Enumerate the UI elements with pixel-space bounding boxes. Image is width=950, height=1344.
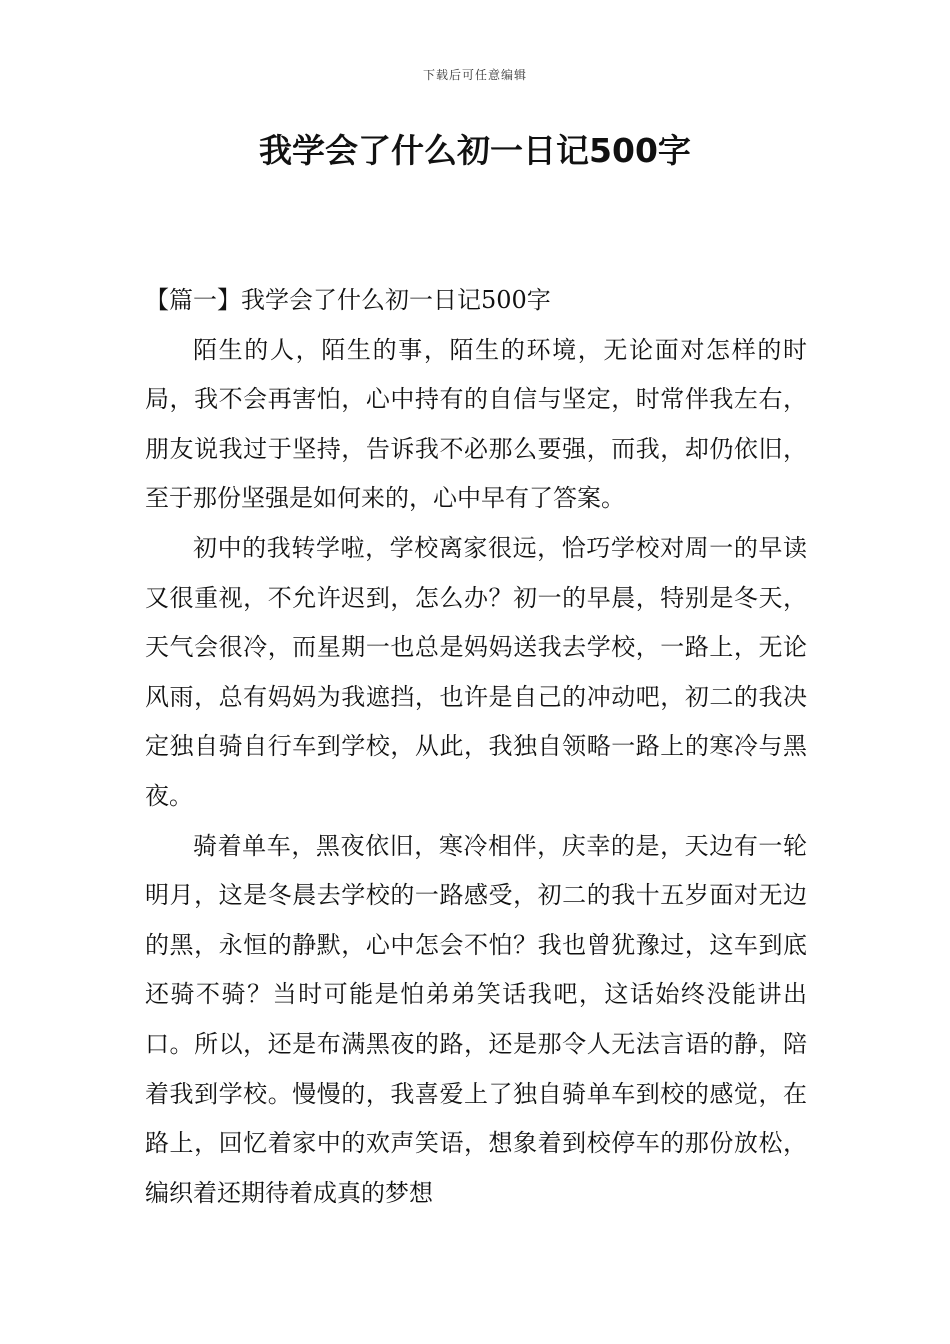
paragraph-2: 初中的我转学啦，学校离家很远，恰巧学校对周一的早读又很重视，不允许迟到，怎么办？初一的早晨，特别是冬天，天气会很冷，而星期一也总是妈妈送我去学校，一路上，无论风雨，总有妈妈为我遮挡，也许是自己的冲动吧，初二的我决定独自骑自行车到学校，从此，我独自领略一路上的寒冷与黑夜。	[145, 533, 807, 810]
paragraph-1: 陌生的人，陌生的事，陌生的环境，无论面对怎样的时局，我不会再害怕，心中持有的自信与坚定，时常伴我左右，朋友说我过于坚持，告诉我不必那么要强，而我，却仍依旧，至于那份坚强是如何来的，心中早有了答案。	[145, 335, 807, 513]
header-note: 下载后可任意编辑	[422, 68, 527, 82]
document-body	[145, 276, 807, 1218]
paragraph-3: 骑着单车，黑夜依旧，寒冷相伴，庆幸的是，天边有一轮明月，这是冬晨去学校的一路感受，初二的我十五岁面对无边的黑，永恒的静默，心中怎会不怕？我也曾犹豫过，这车到底还骑不骑？当时可能是怕弟弟笑话我吧，这话始终没能讲出口。所以，还是布满黑夜的路，还是那令人无法言语的静，陪着我到学校。慢慢的，我喜爱上了独自骑单车到校的感觉，在路上，回忆着家中的欢声笑语，想象着到校停车的那份放松，编织着还期待着成真的梦想	[145, 831, 807, 1207]
document-title: 我学会了什么初一日记500字	[259, 131, 691, 170]
section-heading: 【篇一】我学会了什么初一日记500字	[145, 286, 551, 314]
